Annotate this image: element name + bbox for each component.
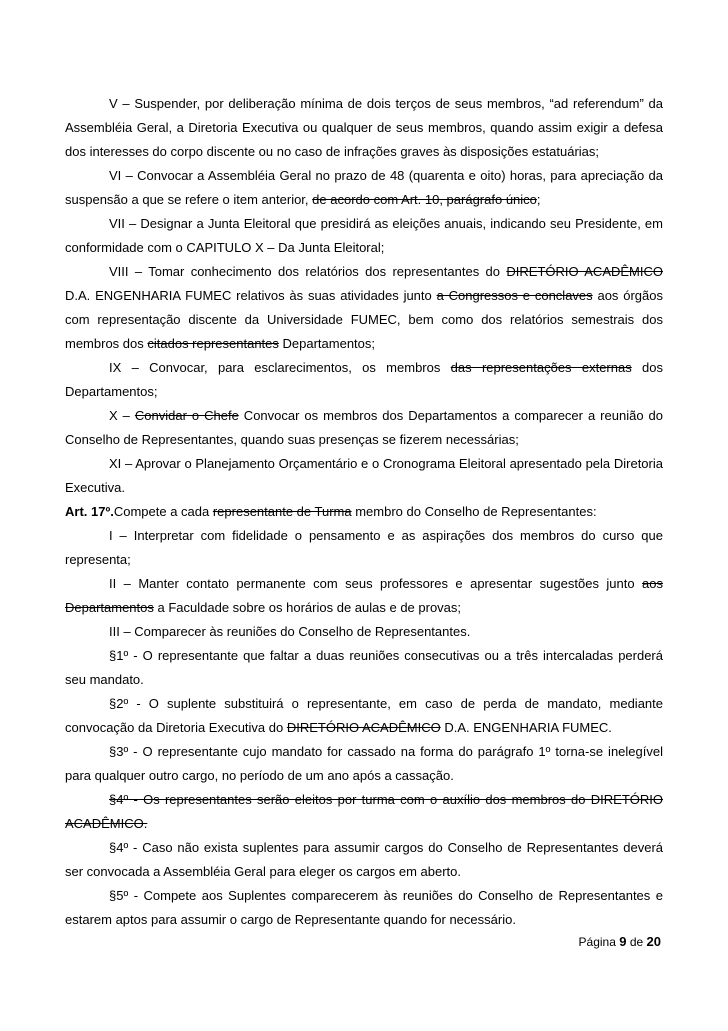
strikethrough-text: citados representantes bbox=[147, 336, 279, 351]
document-body bbox=[65, 92, 663, 932]
paragraph-text: X – bbox=[109, 408, 135, 423]
strikethrough-text: §4º - Os representantes serão eleitos por turma com o auxílio dos membros do DIRETÓRIO ACADÊMICO. bbox=[65, 792, 663, 831]
page-label: Página bbox=[578, 935, 616, 949]
paragraph bbox=[65, 740, 663, 788]
strikethrough-text: DIRETÓRIO ACADÊMICO bbox=[506, 264, 663, 279]
paragraph-text: I – Interpretar com fidelidade o pensamento e as aspirações dos membros do curso que representa; bbox=[65, 528, 663, 567]
paragraph bbox=[65, 164, 663, 212]
paragraph bbox=[65, 836, 663, 884]
paragraph-text: Convocar os membros dos Departamentos a comparecer a reunião do Conselho de Representantes, quando suas presenças se fizerem necessárias; bbox=[65, 408, 664, 447]
paragraph-text: II – Manter contato permanente com seus professores e apresentar sugestões junto bbox=[109, 576, 643, 591]
strikethrough-text: DIRETÓRIO ACADÊMICO bbox=[286, 720, 441, 735]
strikethrough-text: de acordo com Art. 10, parágrafo único bbox=[312, 192, 537, 207]
paragraph-text: ; bbox=[536, 192, 541, 207]
paragraph bbox=[65, 260, 663, 356]
paragraph-text: D.A. ENGENHARIA FUMEC. bbox=[440, 720, 612, 735]
paragraph-text: dos Departamentos; bbox=[65, 360, 664, 399]
paragraph-text: §3º - O representante cujo mandato for cassado na forma do parágrafo 1º torna-se inelegível para qualquer outro cargo, no período de um ano após a cassação. bbox=[65, 744, 663, 783]
page-of-label: de bbox=[629, 935, 644, 949]
paragraph-text: membro do Conselho de Representantes: bbox=[351, 504, 597, 519]
strikethrough-text: Convidar o Chefe bbox=[134, 408, 239, 423]
paragraph bbox=[65, 212, 663, 260]
paragraph-text: III – Comparecer às reuniões do Conselho de Representantes. bbox=[109, 624, 471, 639]
strikethrough-text: representante de Turma bbox=[212, 504, 352, 519]
article-heading: Art. 17º. bbox=[65, 504, 114, 519]
paragraph-text: aos órgãos com representação discente da Universidade FUMEC, bem como dos relatórios semestrais dos membros dos bbox=[65, 288, 663, 351]
paragraph-text: §1º - O representante que faltar a duas reuniões consecutivas ou a três intercaladas perderá seu mandato. bbox=[65, 648, 663, 687]
paragraph-text: XI – Aprovar o Planejamento Orçamentário e o Cronograma Eleitoral apresentado pela Diretoria Executiva. bbox=[65, 456, 663, 495]
paragraph bbox=[65, 452, 663, 500]
strikethrough-text: das representações externas bbox=[450, 360, 632, 375]
paragraph bbox=[65, 884, 663, 932]
paragraph-text: D.A. ENGENHARIA FUMEC relativos às suas atividades junto bbox=[65, 288, 437, 303]
paragraph bbox=[65, 644, 663, 692]
paragraph bbox=[65, 788, 663, 836]
page-number: 9 bbox=[619, 934, 627, 949]
paragraph-text: VIII – Tomar conhecimento dos relatórios dos representantes do bbox=[109, 264, 507, 279]
paragraph bbox=[65, 620, 663, 644]
paragraph bbox=[65, 356, 663, 404]
paragraph-text: a Faculdade sobre os horários de aulas e de provas; bbox=[153, 600, 462, 615]
paragraph-text: §2º - O suplente substituirá o representante, em caso de perda de mandato, mediante convocação da Diretoria Executiva do bbox=[65, 696, 663, 735]
page-footer bbox=[579, 934, 661, 949]
paragraph-text: §4º - Caso não exista suplentes para assumir cargos do Conselho de Representantes deverá ser convocada a Assembléia Geral para eleger os cargos em aberto. bbox=[65, 840, 663, 879]
paragraph-text: V – Suspender, por deliberação mínima de dois terços de seus membros, “ad referendum” da Assembléia Geral, a Diretoria Executiva ou qualquer de seus membros, quando assim exigir a defesa dos interesses do corpo discente ou no caso de infrações graves às disposições estatuárias; bbox=[65, 96, 663, 159]
page-total: 20 bbox=[646, 934, 661, 949]
paragraph bbox=[65, 524, 663, 572]
paragraph-text: Departamentos; bbox=[278, 336, 376, 351]
paragraph-text: VI – Convocar a Assembléia Geral no prazo de 48 (quarenta e oito) horas, para apreciação da suspensão a que se refere o item anterior, bbox=[65, 168, 663, 207]
paragraph-text: VII – Designar a Junta Eleitoral que presidirá as eleições anuais, indicando seu Presidente, em conformidade com o CAPITULO X – Da Junta Eleitoral; bbox=[65, 216, 663, 255]
paragraph-text: §5º - Compete aos Suplentes comparecerem às reuniões do Conselho de Representantes e estarem aptos para assumir o cargo de Representante quando for necessário. bbox=[65, 888, 663, 927]
paragraph-text: Compete a cada bbox=[113, 504, 213, 519]
paragraph bbox=[65, 92, 663, 164]
strikethrough-text: a Congressos e conclaves bbox=[436, 288, 593, 303]
paragraph bbox=[65, 572, 663, 620]
paragraph-text: IX – Convocar, para esclarecimentos, os membros bbox=[109, 360, 451, 375]
paragraph bbox=[65, 500, 663, 524]
paragraph bbox=[65, 692, 663, 740]
strikethrough-text: aos Departamentos bbox=[65, 576, 663, 615]
paragraph bbox=[65, 404, 663, 452]
